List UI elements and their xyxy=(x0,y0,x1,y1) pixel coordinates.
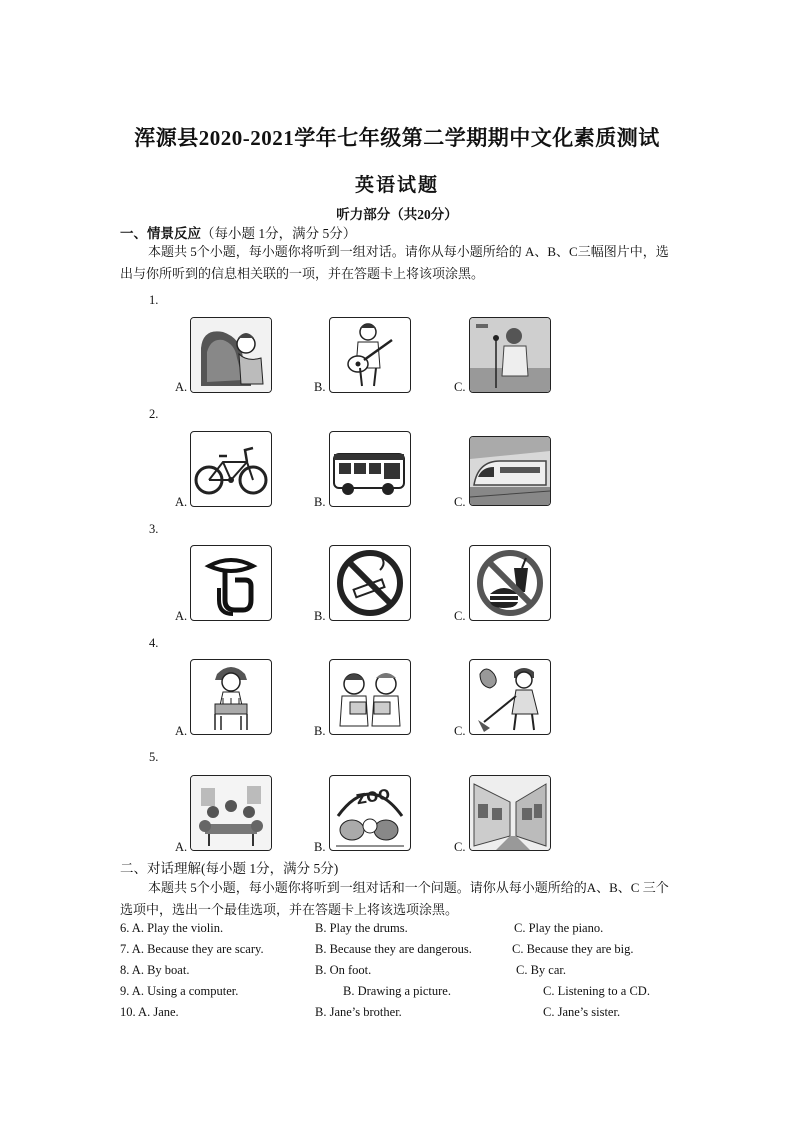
section1-heading: 一、情景反应 xyxy=(120,226,201,241)
q2-option-a-label: A. xyxy=(175,495,188,509)
q5-option-a-label: A. xyxy=(175,840,188,854)
q10-option-a: 10. A. Jane. xyxy=(120,1005,179,1019)
q9-option-c: C. Listening to a CD. xyxy=(543,984,650,998)
street-shops-icon[interactable] xyxy=(469,775,551,851)
q2-option-b-label: B. xyxy=(314,495,326,509)
section1-score: （每小题 1分，满分 5分） xyxy=(201,226,357,241)
q8-option-a: 8. A. By boat. xyxy=(120,963,190,977)
exam-title: 浑源县2020-2021学年七年级第二学期期中文化素质测试 xyxy=(134,126,660,150)
q7-option-c: C. Because they are big. xyxy=(512,942,634,956)
q6-option-b: B. Play the drums. xyxy=(315,921,408,935)
zoo-icon[interactable] xyxy=(329,775,411,851)
svg-text:ZOO: ZOO xyxy=(355,786,392,809)
q10-option-c: C. Jane’s sister. xyxy=(543,1005,621,1019)
q8-option-b: B. On foot. xyxy=(315,963,372,977)
q9-option-a: 9. A. Using a computer. xyxy=(120,984,239,998)
quiet-sign-icon[interactable] xyxy=(190,545,272,621)
q4-option-a-label: A. xyxy=(175,724,188,738)
q4-option-b-label: B. xyxy=(314,724,326,738)
bicycle-icon[interactable] xyxy=(190,431,272,507)
q3-option-a-label: A. xyxy=(175,609,188,623)
section1-instructions: 本题共 5个小题，每小题你将听到一组对话。请你从每小题所给的 A、B、C三幅图片中，选出与你所听到的信息相关联的一项，并在答题卡上将该项涂黑。 xyxy=(120,244,669,281)
q8-option-c: C. By car. xyxy=(516,963,566,977)
q2-option-c-label: C. xyxy=(454,495,466,509)
q3-option-b-label: B. xyxy=(314,609,326,623)
listening-part-heading: 听力部分（共20分） xyxy=(336,207,458,222)
q5-option-c-label: C. xyxy=(454,840,466,854)
piano-player-icon[interactable] xyxy=(190,317,272,393)
q10-option-b: B. Jane’s brother. xyxy=(315,1005,402,1019)
q4-option-c-label: C. xyxy=(454,724,466,738)
bus-icon[interactable] xyxy=(329,431,411,507)
question-number-3: 3. xyxy=(149,522,159,536)
no-smoking-sign-icon[interactable] xyxy=(329,545,411,621)
question-number-1: 1. xyxy=(149,293,159,307)
train-photo-icon[interactable] xyxy=(469,436,551,506)
girl-birthday-cake-icon[interactable] xyxy=(190,659,272,735)
singer-photo-icon[interactable] xyxy=(469,317,551,393)
family-dinner-icon[interactable] xyxy=(190,775,272,851)
q1-option-b-label: B. xyxy=(314,380,326,394)
two-boys-reading-icon[interactable] xyxy=(329,659,411,735)
section1-heading-row xyxy=(120,222,356,242)
girl-sweeping-icon[interactable] xyxy=(469,659,551,735)
section2-instructions: 本题共 5个小题，每小题你将听到一组对话和一个问题。请你从每小题所给的A、B、C 三个选项中，选出一个最佳选项，并在答题卡上将该选项涂黑。 xyxy=(120,880,669,917)
q1-option-c-label: C. xyxy=(454,380,466,394)
q6-option-a: 6. A. Play the violin. xyxy=(120,921,224,935)
q1-option-a-label: A. xyxy=(175,380,188,394)
exam-subtitle: 英语试题 xyxy=(354,175,439,196)
question-number-2: 2. xyxy=(149,407,159,421)
q7-option-a: 7. A. Because they are scary. xyxy=(120,942,264,956)
q6-option-c: C. Play the piano. xyxy=(514,921,604,935)
question-number-4: 4. xyxy=(149,636,159,650)
guitar-player-icon[interactable] xyxy=(329,317,411,393)
q9-option-b: B. Drawing a picture. xyxy=(343,984,451,998)
q5-option-b-label: B. xyxy=(314,840,326,854)
section2-heading: 二、对话理解(每小题 1分，满分 5分) xyxy=(120,861,339,876)
q7-option-b: B. Because they are dangerous. xyxy=(315,942,472,956)
q3-option-c-label: C. xyxy=(454,609,466,623)
no-food-drink-sign-icon[interactable] xyxy=(469,545,551,621)
question-number-5: 5. xyxy=(149,750,159,764)
